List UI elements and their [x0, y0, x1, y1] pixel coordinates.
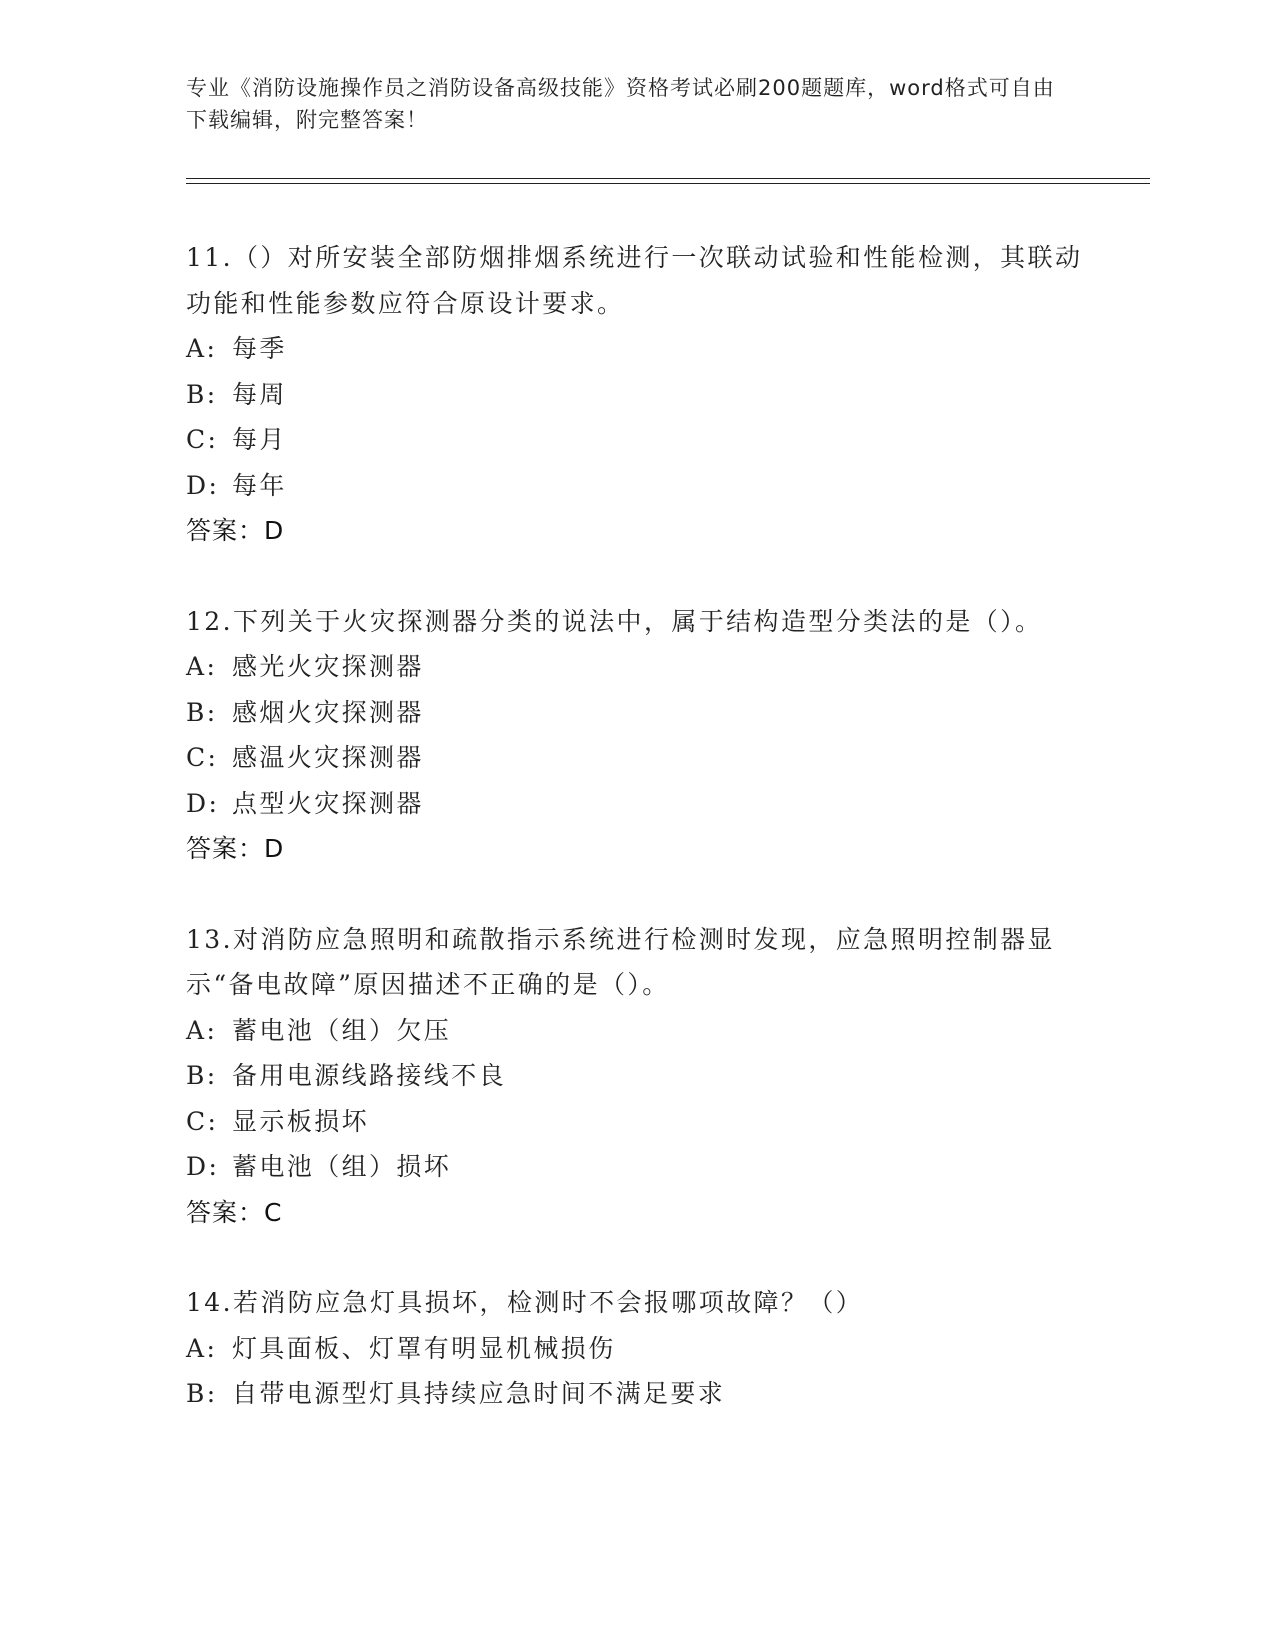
option-text: 蓄电池（组）损坏	[232, 1152, 452, 1181]
answer-label: 答案：D	[186, 834, 285, 863]
option-a	[186, 644, 1086, 690]
option-text: 蓄电池（组）欠压	[232, 1015, 452, 1045]
option-letter: C:	[186, 1106, 219, 1136]
option-letter: A:	[186, 1333, 218, 1363]
question-11	[186, 235, 1086, 554]
option-b	[186, 372, 1086, 418]
option-text: 每月	[232, 425, 287, 454]
option-letter: B:	[186, 1379, 218, 1408]
option-letter: D:	[186, 788, 220, 818]
option-d	[186, 1144, 1086, 1190]
option-c	[186, 417, 1086, 463]
option-letter: B:	[186, 379, 218, 409]
option-b	[186, 1371, 1086, 1417]
question-14	[186, 1280, 1086, 1417]
option-text: 感烟火灾探测器	[232, 697, 424, 727]
answer-label: 答案：D	[186, 516, 285, 545]
option-c	[186, 1099, 1086, 1145]
question-stem: 13.对消防应急照明和疏散指示系统进行检测时发现，应急照明控制器显示“备电故障”原因描述不正确的是（）。	[186, 924, 1055, 999]
header-divider-top	[186, 178, 1150, 179]
question-list	[186, 235, 1086, 1462]
option-letter: D:	[186, 470, 220, 500]
option-text: 感温火灾探测器	[232, 743, 424, 772]
header-divider-bottom	[186, 183, 1150, 184]
question-stem: 11.（）对所安装全部防烟排烟系统进行一次联动试验和性能检测，其联动功能和性能参数应符合原设计要求。	[186, 243, 1083, 318]
option-letter: B:	[186, 1061, 218, 1090]
option-text: 每年	[232, 470, 287, 500]
option-text: 每周	[232, 379, 287, 409]
option-b	[186, 1053, 1086, 1099]
option-text: 感光火灾探测器	[232, 652, 424, 681]
option-text: 每季	[232, 334, 287, 363]
option-letter: A:	[186, 334, 218, 363]
option-letter: A:	[186, 652, 218, 681]
option-text: 自带电源型灯具持续应急时间不满足要求	[232, 1379, 726, 1408]
option-letter: B:	[186, 697, 218, 727]
option-letter: C:	[186, 743, 219, 772]
option-text: 显示板损坏	[232, 1106, 370, 1136]
option-text: 灯具面板、灯罩有明显机械损伤	[232, 1333, 616, 1363]
option-letter: D:	[186, 1152, 220, 1181]
question-12	[186, 599, 1086, 872]
option-text: 点型火灾探测器	[232, 788, 424, 818]
option-d	[186, 463, 1086, 509]
option-a	[186, 1326, 1086, 1372]
option-text: 备用电源线路接线不良	[232, 1061, 507, 1090]
question-stem: 14.若消防应急灯具损坏，检测时不会报哪项故障？（）	[186, 1288, 864, 1317]
option-a	[186, 1008, 1086, 1054]
question-stem: 12.下列关于火灾探测器分类的说法中，属于结构造型分类法的是（）。	[186, 606, 1043, 636]
question-13	[186, 917, 1086, 1236]
option-c	[186, 735, 1086, 781]
answer-label: 答案：C	[186, 1197, 283, 1227]
option-letter: A:	[186, 1015, 218, 1045]
option-b	[186, 690, 1086, 736]
option-a	[186, 326, 1086, 372]
option-d	[186, 781, 1086, 827]
document-intro: 专业《消防设施操作员之消防设备高级技能》资格考试必刷200题题库，word格式可自由下载编辑，附完整答案！	[186, 76, 1055, 132]
option-letter: C:	[186, 425, 219, 454]
